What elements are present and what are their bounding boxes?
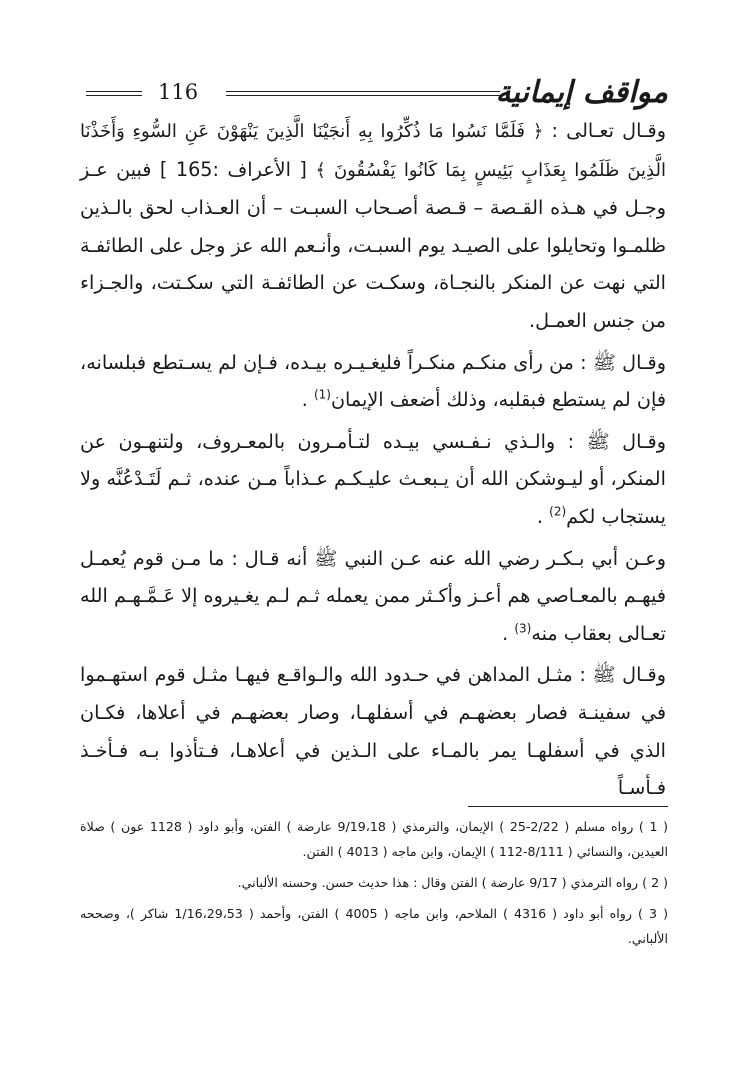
paragraph-tail: . [502,621,515,645]
paragraph-text: وقـال ﷺ : والـذي نـفـسي بيـده لتـأمـرون بالمعـروف، ولتنهـون عن المنكر، أو ليـوشكن الله أن يـبعـث عليـكـم عـذاباً مـن عنده، ثـم لَتَـدْعُنَّه ولا يستجاب لكم [80,429,666,528]
header-rule [226,91,500,96]
paragraph-3 [80,423,666,536]
footnote-ref[interactable]: (3) [514,621,532,636]
footnote-ref[interactable]: (1) [313,387,331,402]
footnote-ref[interactable]: (2) [549,504,567,519]
paragraph-text: [ الأعراف :165 ] فبين عـز وجـل في هـذه القـصة – قـصة أصـحاب السبـت – أن العـذاب لحق بالـذين ظلمـوا وتحايلوا على الصيـد يوم السبـت، وأنـعم الله عز وجل على الطائفـة التي نهت عن المنكر بالنجـاة، وسكـت عن الطائفـة التي سكـتت، والجـزاء من جنس العمـل. [79,157,666,332]
paragraph-text: وقـال ﷺ : مثـل المداهن في حـدود الله والـواقـع فيهـا مثـل قوم استهـموا في سفينـة فصار بعضهـم في أسفلهـا، وصار بعضهـم في أعلاها، فكـان الذي في أسفلهـا يمر بالمـاء على الـذين في أعلاهـا، فـتأذوا بـه فـأخـذ فـأسـاً [80,663,666,800]
main-text [80,112,666,807]
paragraph-5 [80,656,666,806]
paragraph-intro: وقـال تعـالى : [543,119,666,142]
header-rule-left [86,91,142,96]
footnote-3: ( 3 ) رواه أبو داود ( 4316 ) الملاحم، وابن ماجه ( 4005 ) الفتن، وأحمد ( 1/16،29،53 شاكر )، وصححه الألباني. [80,906,668,946]
running-title: مواقف إيمانية [495,75,668,110]
footnote-2: ( 2 ) رواه الترمذي ( 9/17 عارضة ) الفتن وقال : هذا حديث حسن. وحسنه الألباني. [237,875,668,890]
paragraph-text: وقـال ﷺ : من رأى منكـم منكـراً فليغـيـره بيـده، فـإن لم يسـتطع فبلسانه، فإن لم يستطع فبقلبه، وذلك أضعف الإيمان [80,350,666,412]
page-header [86,76,668,112]
paragraph-tail: . [301,388,314,412]
footnote-1: ( 1 ) رواه مسلم ( 2/22-25 ) الإيمان، والترمذي ( 9/19،18 عارضة ) الفتن، وأبو داود ( 1128 عون ) صلاة العيدين، والنسائي ( 8/111-112 ) الإيمان، وابن ماجه ( 4013 ) الفتن. [80,819,668,859]
paragraph-4 [80,540,666,653]
page-number: 116 [158,80,199,104]
paragraph-tail: . [536,504,550,528]
footnotes [80,814,668,951]
quran-verse: ﴿ فَلَمَّا نَسُوا مَا ذُكِّرُوا بِهِ أَنجَيْنَا الَّذِينَ يَنْهَوْنَ عَنِ السُّوءِ وَأَخَذْنَا الَّذِينَ ظَلَمُوا بِعَذَابٍ بَئِيسٍ بِمَا كَانُوا يَفْسُقُونَ ﴾ [80,121,666,181]
paragraph-2 [80,344,666,419]
footnote-divider [468,806,668,807]
paragraph-1 [80,112,666,340]
paragraph-text: وعـن أبي بـكـر رضي الله عنه عـن النبي ﷺ أنه قـال : ما مـن قوم يُعمـل فيهـم بالمعـاصي هم أعـز وأكـثر ممن يعمله ثـم لـم يغـيروه إلا عَـمَّـهـم الله تعـالى بعقاب منه [80,546,666,645]
